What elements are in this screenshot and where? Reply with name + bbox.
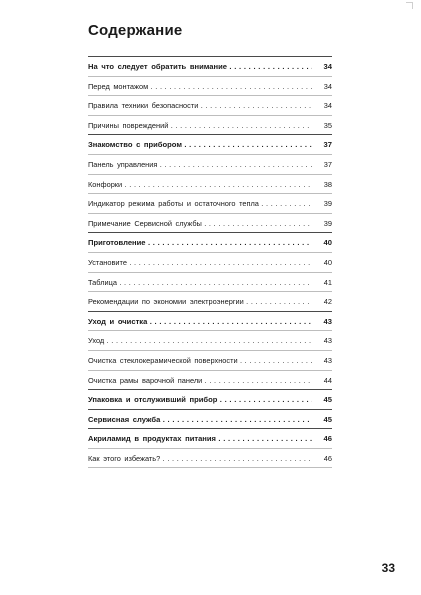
toc-entry-page: 39 xyxy=(316,219,332,228)
toc-entry-label: Конфорки . . . xyxy=(88,180,312,189)
toc-entry[interactable] xyxy=(88,96,332,116)
toc-entry[interactable] xyxy=(88,351,332,371)
toc-entry-label: Приготовление . . . xyxy=(88,238,312,247)
toc-entry-page: 38 xyxy=(316,180,332,189)
toc-entry-page: 46 xyxy=(316,454,332,463)
toc-entry-label: Примечание Сервисной службы . . . xyxy=(88,219,312,228)
toc-entry-page: 40 xyxy=(316,258,332,267)
toc-entry[interactable] xyxy=(88,390,332,410)
toc-entry-page: 45 xyxy=(316,395,332,404)
toc-entry-page: 37 xyxy=(316,160,332,169)
toc-entry[interactable] xyxy=(88,449,332,469)
page-number: 33 xyxy=(381,561,395,575)
toc-entry[interactable] xyxy=(88,135,332,155)
toc-entry-label: Упаковка и отслуживший прибор . . . xyxy=(88,395,312,404)
toc-entry[interactable] xyxy=(88,371,332,391)
toc-entry[interactable] xyxy=(88,57,332,77)
toc-entry[interactable] xyxy=(88,429,332,449)
toc-entry-page: 34 xyxy=(316,62,332,71)
toc-entry-page: 40 xyxy=(316,238,332,247)
toc-entry[interactable] xyxy=(88,214,332,234)
toc-entry-label: Правила техники безопасности . . . xyxy=(88,101,312,110)
toc-entry-label: На что следует обратить внимание . . . xyxy=(88,62,312,71)
toc-entry[interactable] xyxy=(88,273,332,293)
toc-entry[interactable] xyxy=(88,292,332,312)
toc-entry-label: Индикатор режима работы и остаточного тепла . . . xyxy=(88,199,312,208)
toc-entry[interactable] xyxy=(88,116,332,136)
toc-entry-label: Панель управления . . . xyxy=(88,160,312,169)
toc-entry[interactable] xyxy=(88,331,332,351)
toc-entry-label: Уход и очистка . . . xyxy=(88,317,312,326)
toc-entry-page: 42 xyxy=(316,297,332,306)
toc-entry-page: 45 xyxy=(316,415,332,424)
toc-entry[interactable] xyxy=(88,77,332,97)
toc-entry-label: Очистка рамы варочной панели . . . xyxy=(88,376,312,385)
toc-entry-label: Уход . . . xyxy=(88,336,312,345)
toc-entry[interactable] xyxy=(88,410,332,430)
toc-entry-label: Очистка стеклокерамической поверхности . . . xyxy=(88,356,312,365)
toc-entry-label: Как этого избежать? . . . xyxy=(88,454,312,463)
page-title: Содержание xyxy=(88,22,183,39)
toc-entry-label: Причины повреждений . . . xyxy=(88,121,312,130)
toc-entry[interactable] xyxy=(88,194,332,214)
toc-entry-page: 43 xyxy=(316,356,332,365)
toc-entry-page: 44 xyxy=(316,376,332,385)
corner-crop-mark xyxy=(406,2,413,9)
toc-entry[interactable] xyxy=(88,253,332,273)
toc-entry-page: 46 xyxy=(316,434,332,443)
toc-entry-page: 37 xyxy=(316,140,332,149)
toc-entry-page: 34 xyxy=(316,82,332,91)
toc-entry[interactable] xyxy=(88,233,332,253)
toc-entry[interactable] xyxy=(88,155,332,175)
toc-entry-label: Акриламид в продуктах питания . . . xyxy=(88,434,312,443)
toc-entry-label: Таблица . . . xyxy=(88,278,312,287)
toc-entry-page: 41 xyxy=(316,278,332,287)
toc-entry-page: 39 xyxy=(316,199,332,208)
toc-entry[interactable] xyxy=(88,175,332,195)
toc-entry-page: 35 xyxy=(316,121,332,130)
toc-entry-label: Знакомство с прибором . . . xyxy=(88,140,312,149)
table-of-contents xyxy=(88,56,332,468)
toc-entry-page: 43 xyxy=(316,317,332,326)
toc-entry-page: 43 xyxy=(316,336,332,345)
toc-entry-label: Перед монтажом . . . xyxy=(88,82,312,91)
toc-entry-label: Рекомендации по экономии электроэнергии . . . xyxy=(88,297,312,306)
toc-entry[interactable] xyxy=(88,312,332,332)
toc-entry-label: Установите . . . xyxy=(88,258,312,267)
toc-entry-page: 34 xyxy=(316,101,332,110)
toc-entry-label: Сервисная служба . . . xyxy=(88,415,312,424)
